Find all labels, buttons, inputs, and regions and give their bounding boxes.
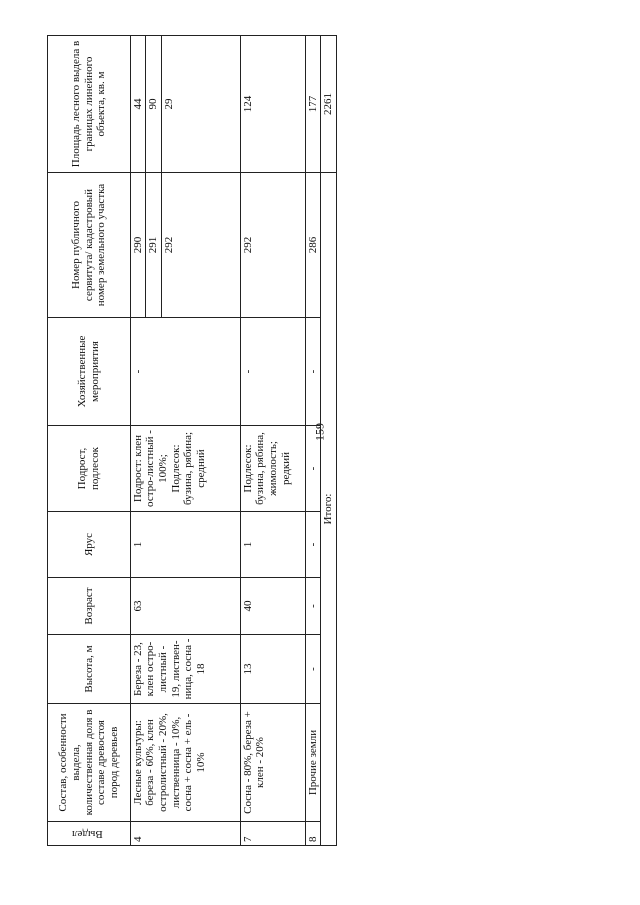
cell-cadastral: 286 (305, 173, 321, 318)
cell-tier: - (305, 512, 321, 578)
header-cadastral: Номер публичного сервитута/ кадастровый номер земельного участка (48, 173, 131, 318)
cell-age: 40 (240, 578, 305, 635)
cell-height: - (305, 635, 321, 704)
total-label: Итого: (321, 173, 337, 846)
cell-composition: Сосна - 80%, береза + клен - 20% (240, 704, 305, 822)
header-height: Высота, м (48, 635, 131, 704)
cadastral-number: 292 (163, 236, 175, 254)
header-plot: Выдел (48, 822, 131, 846)
cell-cadastral (130, 173, 240, 318)
cell-area (130, 36, 240, 173)
header-composition: Состав, особенности выдела, количественная доля в составе древостоя пород деревьев (48, 704, 131, 822)
cell-undergrowth: - (305, 426, 321, 512)
table-row (240, 36, 305, 846)
cell-tier: 1 (130, 512, 240, 578)
cell-undergrowth: Подрост: клен остро-листный - 100%; Подлесок: бузина, рябина; средний (130, 426, 240, 512)
header-undergrowth: Подрост, подлесок (48, 426, 131, 512)
table-row (305, 36, 321, 846)
cell-plot: 7 (240, 822, 305, 846)
cadastral-number: 290 (131, 173, 147, 317)
cell-composition: Лесные культуры: береза - 60%, клен остролистный - 20%, лиственница - 10%, сосна + сосна + ель - 10% (130, 704, 240, 822)
total-row (321, 36, 337, 846)
cell-plot: 4 (130, 822, 240, 846)
header-tier: Ярус (48, 512, 131, 578)
header-activities: Хозяйственные мероприятия (48, 318, 131, 426)
cell-age: 63 (130, 578, 240, 635)
area-value: 44 (131, 36, 147, 172)
table-row (130, 36, 240, 846)
page-number: 159 (312, 423, 327, 441)
cell-tier: 1 (240, 512, 305, 578)
cell-height: 13 (240, 635, 305, 704)
forest-table-wrapper (47, 36, 337, 846)
area-value: 90 (146, 36, 162, 172)
forest-plot-table (47, 35, 337, 846)
cell-plot: 8 (305, 822, 321, 846)
cell-age: - (305, 578, 321, 635)
cell-undergrowth: Подлесок: бузина, рябина, жимолость; редкий (240, 426, 305, 512)
rotated-table-container (47, 36, 337, 846)
cell-area: 177 (305, 36, 321, 173)
cell-activities: - (240, 318, 305, 426)
cell-activities: - (305, 318, 321, 426)
header-age: Возраст (48, 578, 131, 635)
header-area: Площадь лесного выдела в границах линейного объекта, кв. м (48, 36, 131, 173)
cadastral-number: 291 (146, 173, 162, 317)
cell-composition: Прочие земли (305, 704, 321, 822)
total-value: 2261 (321, 36, 337, 173)
cell-activities: - (130, 318, 240, 426)
area-value: 29 (163, 98, 175, 110)
header-row (48, 36, 131, 846)
cell-area: 124 (240, 36, 305, 173)
cell-height: Береза - 23, клен остро-листный - 19, листвен-ница, сосна - 18 (130, 635, 240, 704)
cell-cadastral: 292 (240, 173, 305, 318)
